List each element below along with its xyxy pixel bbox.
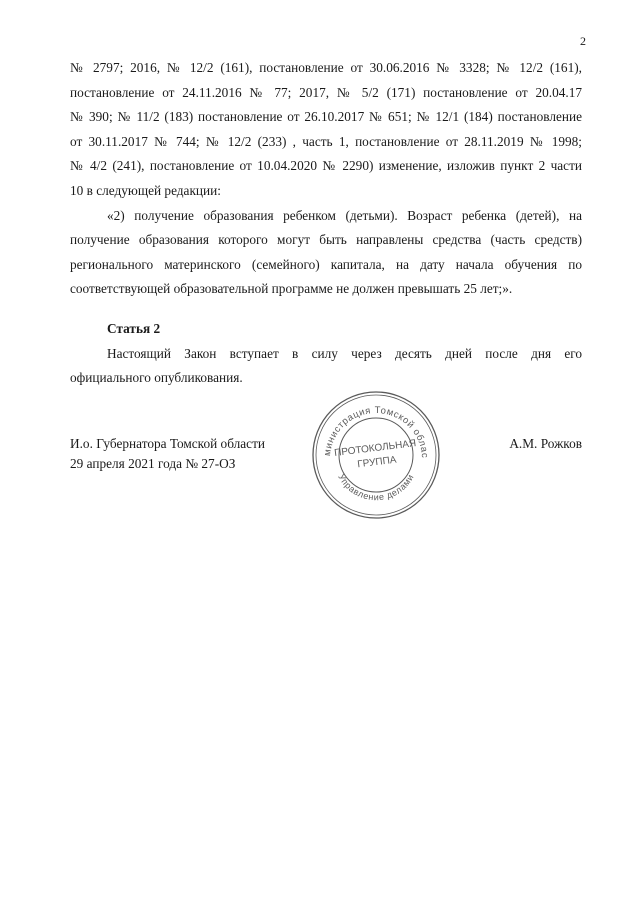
official-stamp bbox=[308, 387, 444, 523]
paragraph-1-line: № 390; № 11/2 (183) постановление от 26.10.2017 № 651; № 12/1 (184) постановление bbox=[70, 109, 582, 125]
paragraph-1-line: постановление от 24.11.2016 № 77; 2017, № 5/2 (171) постановление от 20.04.17 bbox=[70, 84, 582, 100]
paragraph-1-line: от 30.11.2017 № 744; № 12/2 (233) , часть 1, постановление от 28.11.2019 № 1998; bbox=[70, 133, 582, 149]
signatory-position: И.о. Губернатора Томской области bbox=[70, 436, 266, 451]
paragraph-1-line: № 4/2 (241), постановление от 10.04.2020 № 2290) изменение, изложив пункт 2 части bbox=[70, 158, 582, 174]
paragraph-2-line: получение образования которого могут быть направлены средства (часть средств) bbox=[70, 232, 582, 248]
stamp-graphic bbox=[308, 387, 444, 523]
page-number: 2 bbox=[580, 34, 586, 48]
stamp-center-line-2: ГРУППА bbox=[356, 454, 398, 471]
signature-block bbox=[70, 434, 265, 474]
stamp-center-line-1: ПРОТОКОЛЬНАЯ bbox=[333, 438, 417, 460]
stamp-outer-top-text: министрация Томской облас bbox=[322, 404, 431, 459]
signatory-name: А.М. Рожков bbox=[509, 436, 582, 451]
paragraph-2-line: соответствующей образовательной программе не должен превышать 25 лет;». bbox=[70, 281, 513, 297]
spacer bbox=[70, 302, 582, 317]
law-date-number: 29 апреля 2021 года № 27-ОЗ bbox=[70, 456, 236, 471]
paragraph-2-line: регионального материнского (семейного) капитала, на дату начала обучения по bbox=[70, 256, 582, 272]
paragraph-1-line: № 2797; 2016, № 12/2 (161), постановление от 30.06.2016 № 3328; № 12/2 (161), bbox=[70, 60, 582, 75]
paragraph-3-line: Настоящий Закон вступает в силу через десять дней после дня его bbox=[107, 345, 582, 361]
document-body bbox=[70, 56, 582, 391]
stamp-outer-bottom-text: Управление делами bbox=[336, 472, 416, 503]
paragraph-1-line: 10 в следующей редакции: bbox=[70, 182, 221, 198]
article-heading: Статья 2 bbox=[107, 320, 161, 336]
paragraph-3-line: официального опубликования. bbox=[70, 370, 243, 386]
paragraph-2-line: «2) получение образования ребенком (детьми). Возраст ребенка (детей), на bbox=[107, 207, 582, 223]
